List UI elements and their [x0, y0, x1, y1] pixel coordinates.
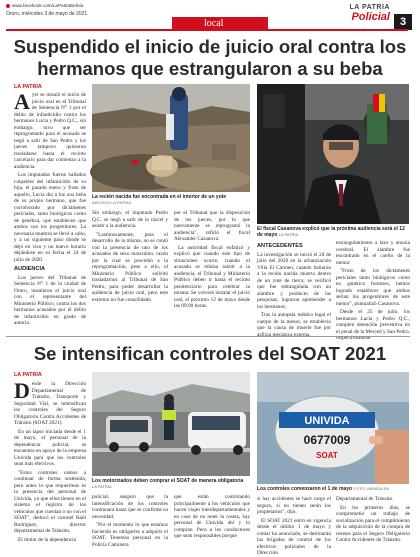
article-divider — [6, 336, 410, 337]
article1-headline: Suspendido el inicio de juicio oral contra los hermanos que estrangularon a su beba — [13, 36, 407, 79]
photo1-caption: La recién nacida fue encontrada en el interior de un yute ARCHIVO LA PATRIA — [92, 194, 227, 205]
photo-traffic — [92, 372, 250, 476]
article2-col1: Desde la Dirección Departamental de Tránsito, Transporte y Seguridad Vial, se intensifican los controles del Seguro Obligatorio Contra Accidentes de Tránsito (SOAT 2021). En un lapso iniciada desde el 1 de mayo, el personal de la dependencia policial, se encuentra en apoyo de la empresa Univida para que los controles sean más efectivos. "Estos controles vamos a continuar de forma sostenida, pero antes lo que requerimos es la presencia del personal de Univida, ya que ellos tienen en el sistema el registro de los vehículos que cuentan o no con el SOAT", deducó el coronel Raúl Rodríguez, director departamental de Tránsito. El titular de la dependencia — [14, 378, 86, 543]
sticker-brand: UNIVIDA — [304, 415, 350, 427]
article2-col2: policial, aseguró que la intensificación de los controles continuará hasta que se confirme su necesidad. "Por el momento lo que estamos haciendo es obligarles a adquirir el SOAT. Tenemos personal en la Policía Caminera — [92, 494, 168, 548]
article1-col1: Ayer se instaló el inicio de juicio oral en el Tribunal de Sentencia N° 1 por el delito de infanticidio contra los hermanos Lucía y Pedro Q.C., sin embargo, tuvo que ser reprogramado para el acusado se negó a salir de San Pedro y los jueces tampoco quisieron trasladarse hasta el recinto carcelario para dar comienzo a la audiencia. Los imputados fueron hallados culpables del infanticidio de su hija, el pasado enero y fruto de aquello, Lucía dio a luz una beba de su propio hermano, que fue corroborado por dictámenes periciales, tanto biológicos como de genética, que establecen que ambos son los progenitores. La necesaria muestra se llevó a cabo, y a un siguiente paso donde se dejó en viso y un nuevo horario dejándose en su fecha el 24 de julio de 2020. AUDIENCIA Los jueces del Tribunal de Sentencia N° 1 de la ciudad de Oruro, instalaron el juicio oral con el representante del Ministerio Público, contra los dos hermanos acusados por el delito de infanticidio en grado de autoría. — [14, 89, 86, 326]
photo-prosecutor — [257, 84, 409, 224]
photo4-caption: Los controles comenzaron el 1 de mayo FOTO: UNIVIDA SA — [257, 486, 390, 492]
dropcap: D — [14, 378, 30, 403]
edition-date: Oruro, miércoles 3 de mayo de 2021 — [6, 11, 88, 17]
article2-headline: Se intensifican controles del SOAT 2021 — [33, 343, 387, 364]
subhead-audiencia: AUDIENCIA — [14, 266, 46, 272]
prosecutor-image — [257, 84, 409, 224]
header-rule — [6, 29, 408, 31]
brand — [330, 4, 390, 23]
facebook-icon — [6, 4, 10, 8]
page-header — [0, 0, 420, 30]
article2-kicker: LA PATRIA — [14, 372, 42, 378]
soat-sticker-image — [257, 372, 409, 484]
photo3-caption: Los motorizados deben comprar el SOAT de manera obligatoria LA PATRIA — [92, 478, 244, 489]
sticker-number: 0677009 — [303, 433, 351, 447]
crime-scene-image — [92, 84, 250, 192]
sticker-label: SOAT — [316, 451, 338, 460]
article2-col4: si hay accidentes se hace cargo el seguro, si no tienen serán los propietarios", dijo. El SOAT 2021 entró en vigencia desde el último 1 de mayo y contar ha anunciado, se destinarán las brigadas de control de los efectivos policiales de la Dirección — [257, 496, 331, 556]
article1-kicker: LA PATRIA — [14, 84, 42, 90]
site-link[interactable]: www.facebook.com/LaPatriaBolivia — [6, 3, 84, 9]
subhead-antecedentes: ANTECEDENTES — [257, 243, 303, 249]
dropcap: A — [14, 89, 30, 114]
brand-section: Policial — [351, 11, 390, 23]
article1-col4: ANTECEDENTES La investigación se inició el 24 de julio del 2020 en la urbanización Villa El Carmen, cuando hallaron a la recién nacida muerta dentro de un yute de tierra; se verificó que fue estrangulada con un alambre y producto de las pesquisas, lograron aprehender a los hermanos. Tras la autopsia médico legal el cuerpo de la menor, se estableció que la causa de muerte fue por asfixia mecánica externa, — [257, 243, 331, 338]
photo2-caption: El fiscal Casanova explicó que la próxima audiencia será el 12 de mayo LA PATRIA — [257, 226, 405, 238]
section-label: local — [172, 17, 268, 30]
article1-col5: estrangulamiento a lazo y anoxia cerebral. El alambre fue encontrado en el cuello de la menor. "Fruto de los dictámenes periciales tanto biológicos como en genética forenses, hemos logrado establecer que ambos serían los progenitores de este menor", puntualizó Casanova. Desde el 25 de julio, los hermanos Lucía y Pedro Q.C., cumplen detención preventiva en el penal de la Merced y San Pedro, respectivamente. — [336, 240, 410, 341]
article1-col3: por el Tribunal que la disposición de los jueces, por lo que nuevamente se reprogramó la audiencia", refirió el fiscal Alexander Casanova. La autoridad fiscal enfatizó y explicó que cuando este tipo de situaciones ocurre, cuando el acusado se rehúsa asistir a la audiencia, el Tribunal y Ministerio Público deben ir hasta el recinto penitenciario para celebrar la misma. Se volverá instalar el juicio oral, el próximo 12 de mayo desde las 09:00 horas. — [174, 210, 250, 309]
brand-top: LA PATRIA — [349, 4, 390, 11]
article2-col3: que están controlando principalmente a los vehículos que hacen viajes interdepartamentales y en caso de no tener la roseta, hay personal de Univida ahí y lo compran. Pero a los conductores que sean responsables porque — [174, 494, 250, 539]
photo-crime-scene — [92, 84, 250, 192]
photo-soat-sticker — [257, 372, 409, 484]
page-number: 3 — [394, 14, 412, 30]
article1-col2: Sin embargo, el imputado Pedro Q.C. se negó a salir de la cárcel y asistir a la audiencia. "Lastimosamente, para el desarrollo de la misma, no se contó con la presencia de uno de los acusados de sexo masculino, razón por la cual se procedió a la reprogramación, pese a ello, el Ministerio Público solicitó trasladarnos al Tribunal de San Pedro, para poder desarrollar la audiencia de juicio oral, pero este extremo no fue consolidado — [92, 210, 168, 303]
article2-col5: Departamental de Tránsito. En los primeros días, se comprometió un trabajo de socialización para el cumplimiento de la adquisición de la compra de rosetas para el Seguro Obligatorio Contra Accidentes de Tránsito. — [336, 496, 410, 543]
traffic-image — [92, 372, 250, 476]
